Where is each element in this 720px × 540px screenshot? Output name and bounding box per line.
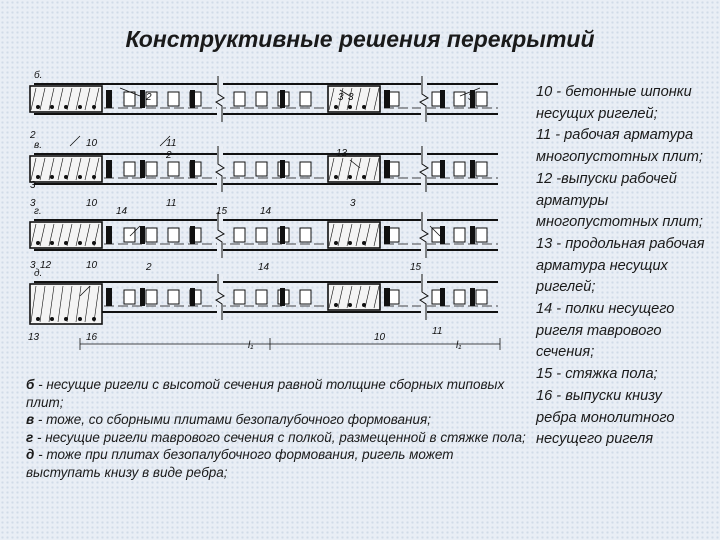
callout-number: 12 bbox=[40, 260, 52, 271]
drawing-svg bbox=[20, 70, 520, 354]
slab-hollow-core bbox=[168, 92, 179, 106]
slab-hollow-core bbox=[454, 228, 465, 242]
slab-joint bbox=[190, 226, 195, 244]
rebar-dot bbox=[50, 105, 54, 109]
caption-line: г - несущие ригели таврового сечения с полкой, размещенной в стяжке пола; bbox=[26, 429, 526, 445]
row-label: г. bbox=[34, 206, 42, 217]
rebar-dot bbox=[362, 241, 366, 245]
rebar-dot bbox=[78, 241, 82, 245]
callout-number: 11 bbox=[166, 198, 177, 209]
slab-joint bbox=[190, 160, 195, 178]
callout-number: 2 bbox=[166, 150, 172, 161]
rebar-dot bbox=[362, 105, 366, 109]
rebar-dot bbox=[50, 175, 54, 179]
callout-number: l₁ bbox=[456, 340, 462, 351]
slab-hollow-core bbox=[234, 92, 245, 106]
slab-hollow-core bbox=[146, 162, 157, 176]
legend-item-10: 10 - бетонные шпонки несущих ригелей; bbox=[536, 84, 692, 122]
rebar-dot bbox=[36, 175, 40, 179]
callout-number: 3 bbox=[348, 92, 354, 103]
slab-joint bbox=[440, 226, 445, 244]
concrete-key bbox=[106, 90, 112, 108]
callout-number: 2 bbox=[146, 262, 152, 273]
rebar-dot bbox=[334, 175, 338, 179]
slab-joint bbox=[440, 288, 445, 306]
floor-sections-drawing bbox=[20, 70, 520, 354]
slab-joint bbox=[470, 288, 475, 306]
rebar-dot bbox=[50, 241, 54, 245]
rebar-dot bbox=[334, 303, 338, 307]
legend-item-13: 13 - продольная рабочая арматура несущих ригелей; bbox=[536, 235, 705, 296]
callout-number: 3 bbox=[30, 198, 36, 209]
slab-hollow-core bbox=[124, 228, 135, 242]
slab-joint bbox=[470, 226, 475, 244]
legend-item-12: 12 -выпуски рабочей арматуры многопустотных плит; bbox=[536, 170, 703, 231]
rebar-dot bbox=[92, 105, 96, 109]
slab-hollow-core bbox=[300, 92, 311, 106]
slab-joint bbox=[440, 160, 445, 178]
callout-number: 13 bbox=[28, 332, 40, 343]
slab-hollow-core bbox=[476, 228, 487, 242]
slab-hollow-core bbox=[234, 162, 245, 176]
caption-line: в - тоже, со сборными плитами безопалубочного формования; bbox=[26, 412, 431, 428]
rebar-dot bbox=[362, 175, 366, 179]
slab-joint bbox=[470, 160, 475, 178]
concrete-key bbox=[384, 226, 390, 244]
callout-number: 14 bbox=[116, 206, 128, 217]
rebar-dot bbox=[348, 303, 352, 307]
row-label: в. bbox=[34, 140, 42, 151]
callout-number: 2 bbox=[30, 130, 36, 141]
callout-number: 3 bbox=[30, 260, 36, 271]
slab-joint bbox=[140, 160, 145, 178]
callout-number: 14 bbox=[258, 262, 270, 273]
concrete-key bbox=[106, 288, 112, 306]
legend bbox=[536, 82, 706, 451]
callout-number: 3 bbox=[30, 180, 36, 191]
callout-number: 11 bbox=[432, 326, 443, 337]
rebar-dot bbox=[64, 175, 68, 179]
slab-hollow-core bbox=[300, 162, 311, 176]
slab-hollow-core bbox=[300, 290, 311, 304]
caption bbox=[26, 376, 526, 482]
slab-hollow-core bbox=[454, 92, 465, 106]
slab-hollow-core bbox=[234, 228, 245, 242]
concrete-key bbox=[106, 226, 112, 244]
rebar-dot bbox=[64, 317, 68, 321]
slab-hollow-core bbox=[476, 92, 487, 106]
slab-joint bbox=[140, 90, 145, 108]
slab-joint bbox=[140, 288, 145, 306]
callout-number: 10 bbox=[86, 198, 98, 209]
slab-hollow-core bbox=[256, 290, 267, 304]
callout-number: 15 bbox=[216, 206, 228, 217]
legend-item-11: 11 - рабочая арматура многопустотных плит; bbox=[536, 127, 703, 166]
slab-hollow-core bbox=[124, 92, 135, 106]
callout-number: 10 bbox=[86, 138, 98, 149]
rebar-dot bbox=[334, 241, 338, 245]
legend-item-15: 15 - стяжка пола; bbox=[536, 366, 658, 383]
callout-number: 16 bbox=[86, 332, 98, 343]
slab-hollow-core bbox=[234, 290, 245, 304]
callout-number: 2 bbox=[146, 92, 152, 103]
rebar-dot bbox=[36, 317, 40, 321]
rebar-dot bbox=[348, 241, 352, 245]
rebar-dot bbox=[64, 105, 68, 109]
callout-number: 3 bbox=[468, 92, 474, 103]
callout-number: 10 bbox=[86, 260, 98, 271]
callout-number: l₁ bbox=[248, 340, 254, 351]
slab-hollow-core bbox=[168, 290, 179, 304]
concrete-key bbox=[384, 160, 390, 178]
slab-joint bbox=[190, 90, 195, 108]
rebar-dot bbox=[362, 303, 366, 307]
slab-joint bbox=[280, 288, 285, 306]
caption-line: д - тоже при плитах безопалубочного формования, ригель может выступать книзу в виде ребра; bbox=[26, 447, 454, 480]
slab-hollow-core bbox=[476, 162, 487, 176]
slab-joint bbox=[440, 90, 445, 108]
callout-number: 3 bbox=[338, 92, 344, 103]
callout-number: 15 bbox=[410, 262, 422, 273]
rebar-dot bbox=[78, 105, 82, 109]
rebar-dot bbox=[78, 317, 82, 321]
callout-number: 13 bbox=[336, 148, 348, 159]
slab-hollow-core bbox=[300, 228, 311, 242]
slab-hollow-core bbox=[454, 162, 465, 176]
rebar-dot bbox=[334, 105, 338, 109]
rebar-dot bbox=[92, 317, 96, 321]
rebar-dot bbox=[348, 175, 352, 179]
row-label: б. bbox=[34, 70, 43, 81]
slab-joint bbox=[280, 90, 285, 108]
rebar-dot bbox=[78, 175, 82, 179]
slide-title: Конструктивные решения перекрытий bbox=[125, 26, 595, 52]
slab-hollow-core bbox=[146, 290, 157, 304]
slab-hollow-core bbox=[256, 92, 267, 106]
rebar-dot bbox=[348, 105, 352, 109]
callout-number: 10 bbox=[374, 332, 386, 343]
rebar-dot bbox=[50, 317, 54, 321]
callout-number: 14 bbox=[260, 206, 272, 217]
slab-hollow-core bbox=[168, 228, 179, 242]
slab-hollow-core bbox=[168, 162, 179, 176]
concrete-key bbox=[384, 90, 390, 108]
concrete-key bbox=[384, 288, 390, 306]
caption-line: б - несущие ригели с высотой сечения равной толщине сборных типовых плит; bbox=[26, 377, 505, 410]
slab-hollow-core bbox=[256, 228, 267, 242]
slab-hollow-core bbox=[146, 228, 157, 242]
slab-hollow-core bbox=[124, 162, 135, 176]
leader-line bbox=[70, 136, 80, 146]
callout-number: 11 bbox=[166, 138, 177, 149]
concrete-key bbox=[106, 160, 112, 178]
legend-item-14: 14 - полки несущего ригеля таврового сечения; bbox=[536, 301, 675, 361]
rebar-dot bbox=[92, 241, 96, 245]
slab-joint bbox=[280, 226, 285, 244]
rebar-dot bbox=[36, 105, 40, 109]
rebar-dot bbox=[64, 241, 68, 245]
slab-joint bbox=[140, 226, 145, 244]
slab-hollow-core bbox=[476, 290, 487, 304]
rebar-dot bbox=[92, 175, 96, 179]
slab-hollow-core bbox=[256, 162, 267, 176]
row-label: д. bbox=[34, 268, 43, 279]
slab-joint bbox=[280, 160, 285, 178]
slab-joint bbox=[190, 288, 195, 306]
rebar-dot bbox=[36, 241, 40, 245]
slab-hollow-core bbox=[454, 290, 465, 304]
slab-hollow-core bbox=[124, 290, 135, 304]
callout-number: 3 bbox=[350, 198, 356, 209]
legend-item-16: 16 - выпуски книзу ребра монолитного несущего ригеля bbox=[536, 387, 675, 448]
